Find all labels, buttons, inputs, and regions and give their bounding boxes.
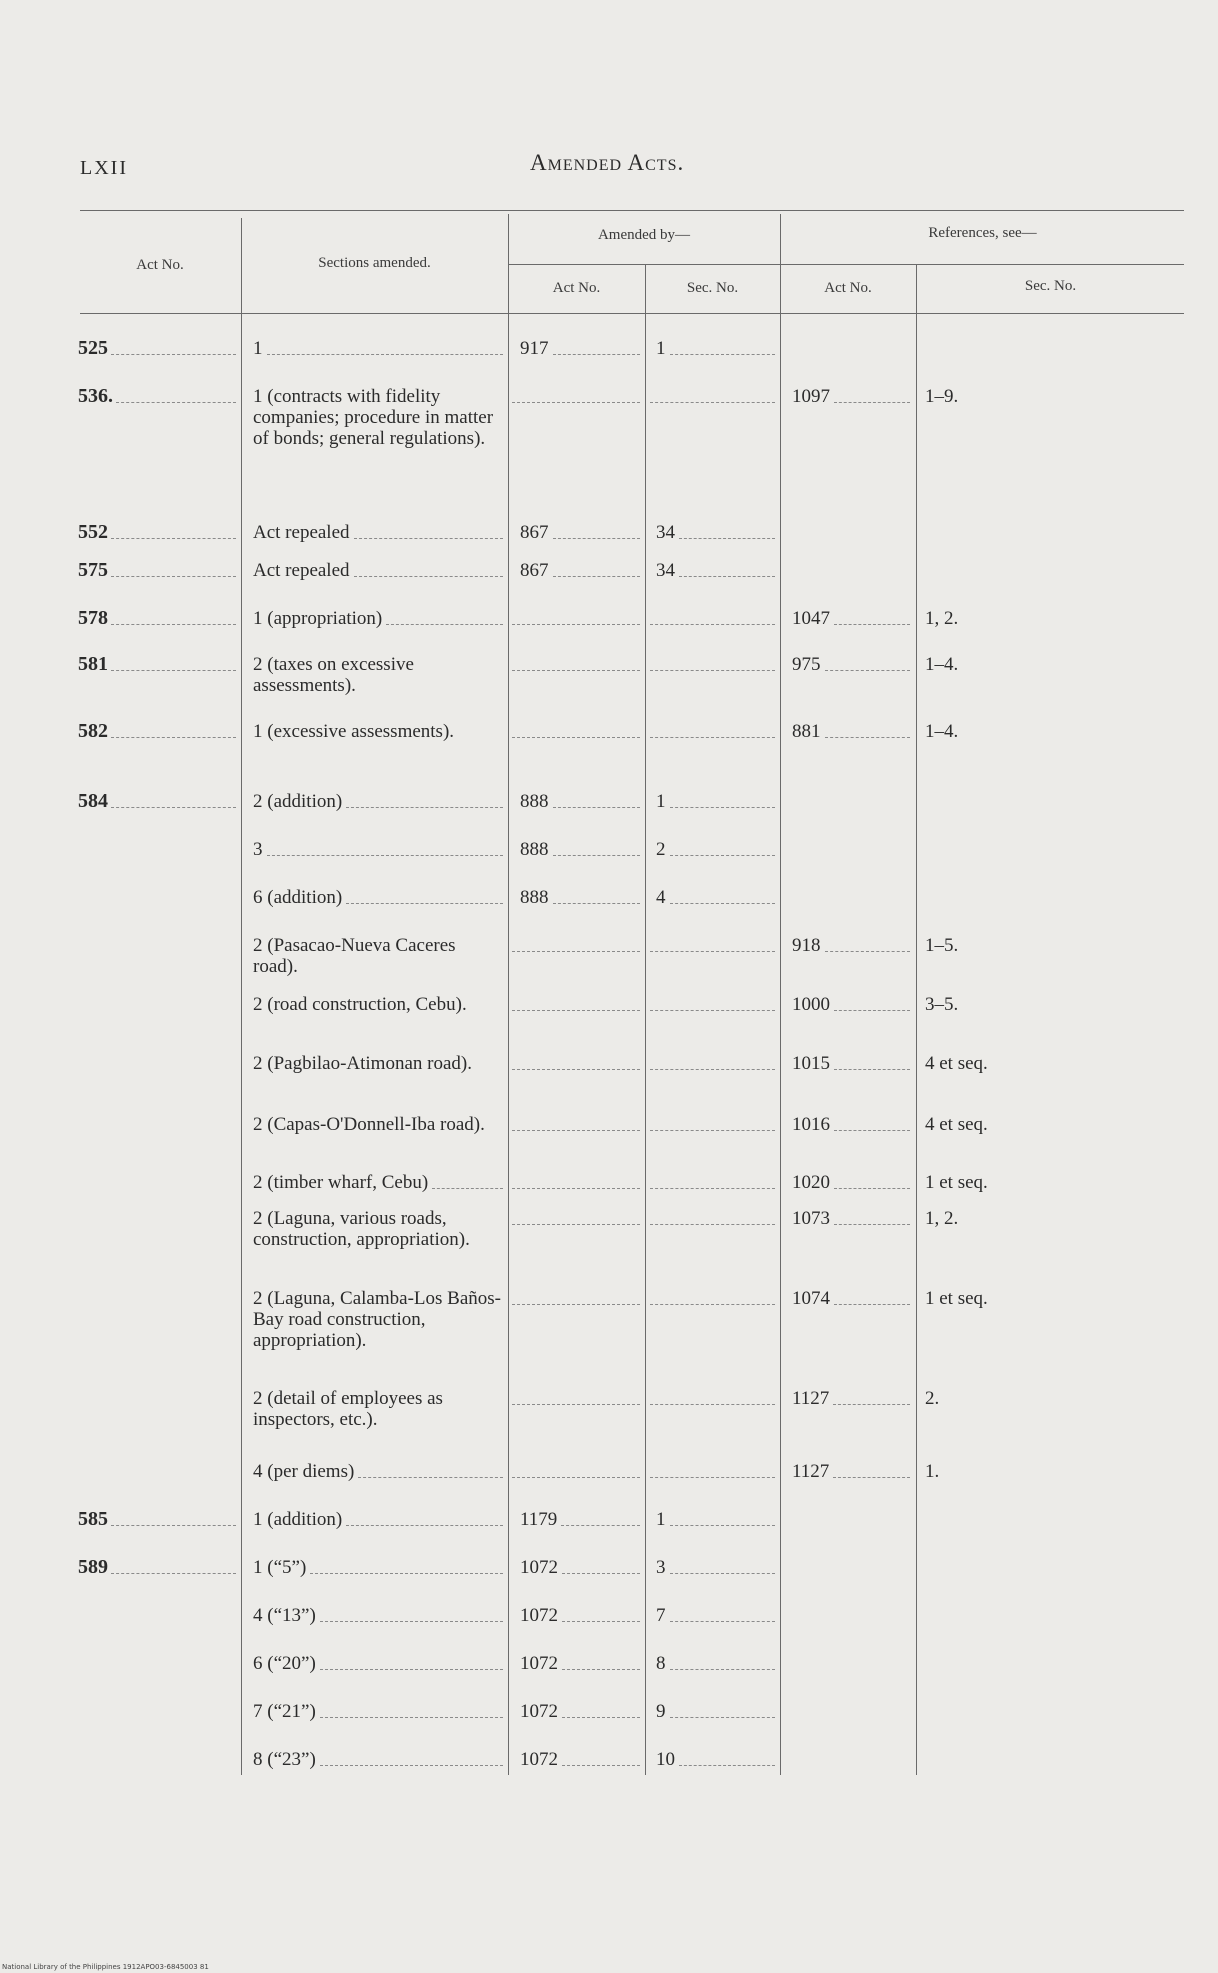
reference-act-no: 975 bbox=[792, 654, 821, 675]
reference-act-no: 881 bbox=[792, 721, 821, 742]
section-amended: 8 (“23”) bbox=[253, 1749, 316, 1770]
header-amended-by: Amended by— bbox=[597, 227, 691, 243]
leader-dots bbox=[562, 1669, 640, 1670]
amended-by-sec-no: 4 bbox=[656, 887, 666, 908]
amended-by-act-no: 1072 bbox=[520, 1653, 558, 1674]
reference-sec-no: 4 et seq. bbox=[925, 1114, 988, 1135]
leader-dots bbox=[670, 1621, 775, 1622]
leader-dots bbox=[825, 670, 910, 671]
leader-dots bbox=[512, 1010, 640, 1011]
leader-dots bbox=[512, 624, 640, 625]
leader-dots bbox=[650, 1069, 775, 1070]
section-amended: 2 (Pasacao-Nueva Caceres road). bbox=[253, 935, 456, 977]
leader-dots bbox=[553, 354, 640, 355]
header-references: References, see— bbox=[928, 225, 1037, 241]
section-amended: 4 (per diems) bbox=[253, 1461, 355, 1482]
leader-dots bbox=[512, 670, 640, 671]
amended-by-act-no: 867 bbox=[520, 522, 549, 543]
leader-dots bbox=[553, 576, 640, 577]
leader-dots bbox=[650, 1477, 775, 1478]
leader-dots bbox=[346, 807, 503, 808]
leader-dots bbox=[670, 855, 775, 856]
section-amended: 2 (Laguna, various roads, construction, appropriation). bbox=[253, 1208, 470, 1250]
leader-dots bbox=[553, 538, 640, 539]
amended-by-sec-no: 9 bbox=[656, 1701, 666, 1722]
header-bottom-rule bbox=[80, 313, 1184, 314]
leader-dots bbox=[562, 1717, 640, 1718]
section-amended: 1 (appropriation) bbox=[253, 608, 383, 629]
reference-act-no: 918 bbox=[792, 935, 821, 956]
amended-by-act-no: 888 bbox=[520, 887, 549, 908]
col-divider-3 bbox=[645, 264, 646, 1775]
page-title: Amended Acts. bbox=[530, 150, 685, 175]
leader-dots bbox=[834, 1224, 910, 1225]
amended-by-act-no: 1072 bbox=[520, 1605, 558, 1626]
section-amended: 2 (Laguna, Calamba-Los Baños-Bay road construction, appropriation). bbox=[253, 1288, 501, 1351]
section-amended: 2 (detail of employees as inspectors, etc.). bbox=[253, 1388, 443, 1430]
act-number: 575 bbox=[78, 559, 108, 581]
amended-by-sec-no: 1 bbox=[656, 338, 666, 359]
page-number: LXII bbox=[80, 157, 128, 179]
amended-by-sec-no: 7 bbox=[656, 1605, 666, 1626]
leader-dots bbox=[354, 576, 503, 577]
reference-act-no: 1097 bbox=[792, 386, 830, 407]
leader-dots bbox=[834, 402, 910, 403]
section-amended: 3 bbox=[253, 839, 263, 860]
leader-dots bbox=[650, 737, 775, 738]
leader-dots bbox=[267, 855, 503, 856]
leader-dots bbox=[512, 402, 640, 403]
leader-dots bbox=[650, 1304, 775, 1305]
leader-dots bbox=[553, 855, 640, 856]
reference-sec-no: 3–5. bbox=[925, 994, 959, 1015]
leader-dots bbox=[346, 903, 503, 904]
leader-dots bbox=[679, 1765, 775, 1766]
header-sections-amended: Sections amended. bbox=[318, 255, 431, 271]
reference-sec-no: 1. bbox=[925, 1461, 940, 1482]
footer-credit: National Library of the Philippines 1912APO03-6845003 81 bbox=[2, 1963, 209, 1971]
col-divider-2 bbox=[508, 214, 509, 1775]
leader-dots bbox=[512, 1130, 640, 1131]
col-divider-5 bbox=[916, 264, 917, 1775]
leader-dots bbox=[562, 1573, 640, 1574]
amended-by-sec-no: 34 bbox=[656, 522, 675, 543]
amended-by-act-no: 1072 bbox=[520, 1749, 558, 1770]
leader-dots bbox=[833, 1404, 910, 1405]
leader-dots bbox=[512, 1404, 640, 1405]
act-number: 525 bbox=[78, 337, 108, 359]
leader-dots bbox=[834, 1130, 910, 1131]
reference-act-no: 1000 bbox=[792, 994, 830, 1015]
leader-dots bbox=[320, 1717, 503, 1718]
leader-dots bbox=[834, 1010, 910, 1011]
leader-dots bbox=[670, 807, 775, 808]
section-amended: 4 (“13”) bbox=[253, 1605, 316, 1626]
amended-by-sec-no: 10 bbox=[656, 1749, 675, 1770]
leader-dots bbox=[111, 354, 236, 355]
leader-dots bbox=[670, 1573, 775, 1574]
leader-dots bbox=[833, 1477, 910, 1478]
reference-act-no: 1015 bbox=[792, 1053, 830, 1074]
act-number: 578 bbox=[78, 607, 108, 629]
header-amended-act-no: Act No. bbox=[552, 280, 601, 296]
reference-sec-no: 1–4. bbox=[925, 654, 959, 675]
act-number: 584 bbox=[78, 790, 108, 812]
leader-dots bbox=[320, 1621, 503, 1622]
reference-sec-no: 1 et seq. bbox=[925, 1172, 988, 1193]
header-ref-sec-no: Sec. No. bbox=[1024, 278, 1077, 294]
leader-dots bbox=[346, 1525, 503, 1526]
leader-dots bbox=[670, 354, 775, 355]
leader-dots bbox=[111, 737, 236, 738]
section-amended: 2 (taxes on excessive assessments). bbox=[253, 654, 414, 696]
leader-dots bbox=[553, 807, 640, 808]
reference-act-no: 1016 bbox=[792, 1114, 830, 1135]
leader-dots bbox=[512, 1224, 640, 1225]
amended-by-act-no: 888 bbox=[520, 839, 549, 860]
leader-dots bbox=[512, 1477, 640, 1478]
leader-dots bbox=[553, 903, 640, 904]
section-amended: 1 (“5”) bbox=[253, 1557, 307, 1578]
leader-dots bbox=[111, 670, 236, 671]
leader-dots bbox=[320, 1669, 503, 1670]
section-amended: 7 (“21”) bbox=[253, 1701, 316, 1722]
leader-dots bbox=[679, 538, 775, 539]
leader-dots bbox=[650, 1010, 775, 1011]
leader-dots bbox=[834, 624, 910, 625]
leader-dots bbox=[650, 1188, 775, 1189]
reference-sec-no: 1–9. bbox=[925, 386, 959, 407]
leader-dots bbox=[650, 402, 775, 403]
leader-dots bbox=[111, 807, 236, 808]
reference-sec-no: 4 et seq. bbox=[925, 1053, 988, 1074]
section-amended: 1 (addition) bbox=[253, 1509, 343, 1530]
leader-dots bbox=[111, 1573, 236, 1574]
leader-dots bbox=[111, 624, 236, 625]
amended-by-sec-no: 2 bbox=[656, 839, 666, 860]
act-number: 536. bbox=[78, 385, 113, 407]
leader-dots bbox=[561, 1525, 640, 1526]
reference-sec-no: 1 et seq. bbox=[925, 1288, 988, 1309]
leader-dots bbox=[670, 1525, 775, 1526]
reference-sec-no: 1–4. bbox=[925, 721, 959, 742]
amended-by-act-no: 888 bbox=[520, 791, 549, 812]
leader-dots bbox=[834, 1069, 910, 1070]
leader-dots bbox=[512, 1069, 640, 1070]
leader-dots bbox=[670, 1669, 775, 1670]
section-amended: 1 (contracts with fidelity companies; procedure in matter of bonds; general regulations). bbox=[253, 386, 494, 449]
leader-dots bbox=[562, 1765, 640, 1766]
leader-dots bbox=[310, 1573, 503, 1574]
leader-dots bbox=[512, 737, 640, 738]
leader-dots bbox=[834, 1188, 910, 1189]
leader-dots bbox=[267, 354, 503, 355]
amended-by-sec-no: 34 bbox=[656, 560, 675, 581]
leader-dots bbox=[320, 1765, 503, 1766]
amended-by-act-no: 1179 bbox=[520, 1509, 558, 1530]
amended-by-sec-no: 3 bbox=[656, 1557, 666, 1578]
act-number: 585 bbox=[78, 1508, 108, 1530]
reference-sec-no: 1, 2. bbox=[925, 608, 959, 629]
leader-dots bbox=[512, 951, 640, 952]
leader-dots bbox=[432, 1188, 503, 1189]
reference-sec-no: 2. bbox=[925, 1388, 940, 1409]
leader-dots bbox=[512, 1304, 640, 1305]
reference-act-no: 1127 bbox=[792, 1461, 830, 1482]
leader-dots bbox=[116, 402, 236, 403]
leader-dots bbox=[512, 1188, 640, 1189]
section-amended: 1 (excessive assessments). bbox=[253, 721, 455, 742]
reference-act-no: 1074 bbox=[792, 1288, 830, 1309]
act-number: 552 bbox=[78, 521, 108, 543]
section-amended: 2 (Capas-O'Donnell-Iba road). bbox=[253, 1114, 485, 1135]
reference-sec-no: 1–5. bbox=[925, 935, 959, 956]
leader-dots bbox=[386, 624, 503, 625]
leader-dots bbox=[650, 951, 775, 952]
act-number: 589 bbox=[78, 1556, 108, 1578]
amended-by-act-no: 917 bbox=[520, 338, 549, 359]
reference-act-no: 1020 bbox=[792, 1172, 830, 1193]
section-amended: 2 (road construction, Cebu). bbox=[253, 994, 467, 1015]
amended-by-act-no: 1072 bbox=[520, 1701, 558, 1722]
act-number: 581 bbox=[78, 653, 108, 675]
leader-dots bbox=[111, 538, 236, 539]
leader-dots bbox=[111, 576, 236, 577]
leader-dots bbox=[650, 624, 775, 625]
leader-dots bbox=[670, 1717, 775, 1718]
leader-dots bbox=[354, 538, 503, 539]
header-amended-sec-no: Sec. No. bbox=[686, 280, 739, 296]
leader-dots bbox=[670, 903, 775, 904]
leader-dots bbox=[834, 1304, 910, 1305]
table-top-rule bbox=[80, 210, 1184, 211]
leader-dots bbox=[111, 1525, 236, 1526]
amended-by-sec-no: 1 bbox=[656, 1509, 666, 1530]
act-number: 582 bbox=[78, 720, 108, 742]
section-amended: 2 (addition) bbox=[253, 791, 343, 812]
header-sub-rule bbox=[508, 264, 1184, 265]
amended-by-act-no: 1072 bbox=[520, 1557, 558, 1578]
leader-dots bbox=[825, 951, 910, 952]
section-amended: Act repealed bbox=[253, 560, 350, 581]
amended-by-sec-no: 8 bbox=[656, 1653, 666, 1674]
section-amended: Act repealed bbox=[253, 522, 350, 543]
header-act-no: Act No. bbox=[136, 257, 184, 273]
header-ref-act-no: Act No. bbox=[824, 280, 872, 296]
leader-dots bbox=[679, 576, 775, 577]
leader-dots bbox=[650, 1404, 775, 1405]
leader-dots bbox=[562, 1621, 640, 1622]
amended-by-sec-no: 1 bbox=[656, 791, 666, 812]
section-amended: 1 bbox=[253, 338, 263, 359]
section-amended: 6 (addition) bbox=[253, 887, 343, 908]
reference-act-no: 1047 bbox=[792, 608, 830, 629]
leader-dots bbox=[825, 737, 910, 738]
leader-dots bbox=[650, 670, 775, 671]
amended-by-act-no: 867 bbox=[520, 560, 549, 581]
reference-act-no: 1127 bbox=[792, 1388, 830, 1409]
leader-dots bbox=[650, 1224, 775, 1225]
section-amended: 6 (“20”) bbox=[253, 1653, 316, 1674]
section-amended: 2 (Pagbilao-Atimonan road). bbox=[253, 1053, 472, 1074]
col-divider-1 bbox=[241, 218, 242, 1775]
reference-sec-no: 1, 2. bbox=[925, 1208, 959, 1229]
col-divider-4 bbox=[780, 214, 781, 1775]
section-amended: 2 (timber wharf, Cebu) bbox=[253, 1172, 429, 1193]
leader-dots bbox=[650, 1130, 775, 1131]
leader-dots bbox=[358, 1477, 503, 1478]
reference-act-no: 1073 bbox=[792, 1208, 830, 1229]
